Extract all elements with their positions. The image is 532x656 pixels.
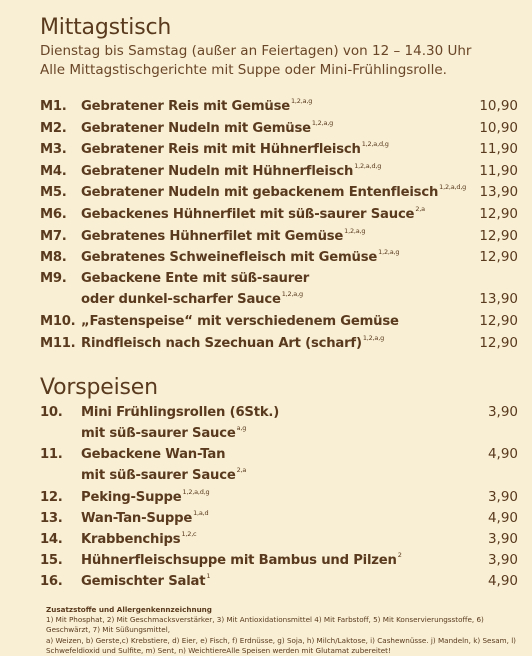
item-name: [81, 312, 466, 333]
item-name-text: Gebratenes Schweinefleisch mit Gemüse: [81, 250, 378, 266]
item-number: M4.: [40, 163, 67, 179]
lunch-hours: Dienstag bis Samstag (außer an Feiertagen) von 12 – 14.30 Uhr: [40, 43, 472, 59]
item-number: 10.: [40, 405, 63, 421]
allergen-codes: 1,2,a,d,g: [354, 161, 382, 170]
item-name-text: Mini Frühlingsrollen (6Stk.): [81, 405, 280, 421]
item-name: [81, 290, 466, 311]
menu-item-row: [40, 571, 518, 592]
menu-item-row: [40, 550, 518, 571]
lunch-menu-list: [40, 96, 518, 354]
footnote-additives: 1) Mit Phosphat, 2) Mit Geschmacksverstärker, 3) Mit Antioxidationsmittel 4) Mit Farbstoff, 5) Mit Konservierungsstoffe, 6) Geschwärzt, 7) Mit Süßungsmittel,: [46, 615, 484, 635]
allergen-codes: 1,2,a,d,g: [182, 487, 210, 496]
item-name-text: Wan-Tan-Suppe: [81, 510, 193, 526]
menu-item-row: [40, 444, 518, 465]
allergen-codes: 2,a: [415, 204, 425, 213]
starters-menu-list: [40, 402, 518, 592]
item-name-text: Rindfleisch nach Szechuan Art (scharf): [81, 335, 362, 351]
item-name-text: Gebratener Nudeln mit Hühnerfleisch: [81, 163, 354, 179]
lunch-note: Alle Mittagstischgerichte mit Suppe oder Mini-Frühlingsrolle.: [40, 62, 447, 78]
menu-item-row: [40, 96, 518, 118]
menu-item-row: [40, 508, 518, 529]
item-name-text: Gebratener Reis mit Gemüse: [81, 99, 290, 114]
menu-item-row: [40, 311, 518, 333]
allergen-codes: 1,2,a,g: [344, 226, 366, 235]
menu-item-row: [40, 204, 518, 226]
lunch-title: Mittagstisch: [40, 15, 172, 40]
starters-title: Vorspeisen: [40, 375, 158, 401]
item-name: [81, 402, 466, 423]
item-number: M3.: [40, 142, 67, 158]
allergen-codes: 1: [206, 571, 211, 580]
item-price: 3,90: [487, 551, 518, 568]
allergen-codes: 1,2,a,d,g: [439, 183, 467, 192]
item-price: 12,90: [479, 205, 518, 222]
item-name: [81, 119, 466, 140]
menu-item-row: [40, 333, 518, 355]
item-price: 12,90: [479, 334, 518, 351]
menu-item-row: [40, 529, 518, 550]
item-name: [81, 423, 466, 444]
item-name-text: „Fastenspeise“ mit verschiedenem Gemüse: [81, 313, 399, 329]
allergen-codes: 1,2,c: [181, 529, 197, 538]
item-number: 16.: [40, 573, 63, 589]
item-number: M7.: [40, 228, 67, 244]
item-number: M2.: [40, 120, 67, 136]
item-name-text: Peking-Suppe: [81, 489, 182, 505]
item-name-text: Gebratener Reis mit mit Hühnerfleisch: [81, 142, 361, 158]
menu-item-row: [40, 118, 518, 140]
item-name-text: Gebackenes Hühnerfilet mit süß-saurer Sauce: [81, 206, 415, 222]
menu-item-row: [40, 423, 518, 444]
item-name: [81, 571, 466, 592]
item-price: 3,90: [487, 404, 518, 421]
allergen-codes: 2: [397, 550, 402, 559]
item-price: 12,90: [479, 227, 518, 244]
item-price: 11,90: [479, 162, 518, 179]
allergen-codes: 1,2,a,g: [291, 97, 313, 105]
allergen-codes: 1,a,d: [193, 508, 209, 517]
item-name-text: Gemischter Salat: [81, 573, 206, 589]
item-name-text: Gebackene Ente mit süß-saurer: [81, 270, 310, 286]
item-price: 13,90: [479, 184, 519, 201]
item-name: [81, 529, 466, 550]
item-price: 3,90: [487, 488, 518, 505]
menu-item-row: [40, 161, 518, 183]
item-price: 10,90: [479, 119, 518, 136]
menu-item-row: [40, 139, 518, 161]
item-name-text: oder dunkel-scharfer Sauce: [81, 292, 281, 308]
item-name: [81, 248, 466, 269]
allergen-codes: 2,a: [236, 466, 247, 475]
menu-item-row: [40, 402, 518, 423]
item-name-text: Gebackene Wan-Tan: [81, 447, 226, 463]
item-name-text: mit süß-saurer Sauce: [81, 468, 236, 484]
item-name-text: Gebratenes Hühnerfilet mit Gemüse: [81, 228, 344, 244]
allergen-codes: a,g: [236, 424, 247, 433]
item-price: 12,90: [479, 249, 518, 266]
item-number: M9.: [40, 270, 67, 286]
menu-item-row: [40, 182, 518, 204]
item-name: [81, 444, 466, 465]
item-name: [81, 162, 466, 183]
item-price: 4,90: [487, 572, 518, 589]
allergen-codes: 1,2,a,g: [378, 248, 400, 257]
item-name: [81, 465, 466, 486]
item-name: [81, 97, 466, 118]
item-name: [81, 183, 466, 204]
item-name-text: mit süß-saurer Sauce: [81, 426, 236, 442]
item-name-text: Hühnerfleischsuppe mit Bambus und Pilzen: [81, 552, 397, 568]
item-price: 4,90: [487, 509, 518, 526]
item-price: 3,90: [487, 530, 518, 547]
allergen-codes: 1,2,a,g: [362, 333, 384, 342]
item-price: 11,90: [479, 141, 518, 158]
item-name: [81, 550, 466, 571]
item-name-text: Krabbenchips: [81, 531, 181, 547]
menu-item-row: [40, 465, 518, 486]
item-number: M1.: [40, 99, 67, 114]
item-number: M5.: [40, 185, 67, 201]
footnote-allergens: a) Weizen, b) Gerste,c) Krebstiere, d) Eier, e) Fisch, f) Erdnüsse, g) Soja, h) Milch/Laktose, i) Cashewnüsse. j) Mandeln, k) Sesam, l) Schwefeldioxid und Sulfite, m) Sent, n) WeichtiereAlle Speisen werden mit Glutamat zubereitet!: [46, 635, 516, 655]
item-number: 14.: [40, 531, 63, 547]
allergen-codes: 1,2,a,g: [311, 118, 334, 127]
item-name-text: Gebratener Nudeln mit gebackenem Entenfleisch: [81, 185, 439, 201]
item-number: 11.: [40, 447, 63, 463]
item-price: 4,90: [487, 446, 518, 463]
item-name: [81, 269, 466, 290]
item-name-text: Gebratener Nudeln mit Gemüse: [81, 120, 311, 136]
item-name: [81, 487, 466, 508]
footnote-title: Zusatzstoffe und Allergenkennzeichnung: [46, 604, 212, 614]
item-price: 10,90: [479, 98, 518, 114]
item-number: 12.: [40, 489, 63, 505]
item-price: 13,90: [479, 291, 518, 308]
item-name: [81, 205, 466, 226]
menu-item-row: [40, 269, 518, 290]
item-number: M10.: [40, 313, 76, 329]
menu-item-row: [40, 289, 518, 311]
item-number: 13.: [40, 510, 63, 526]
item-number: M11.: [40, 335, 76, 351]
item-name: [81, 508, 466, 529]
item-number: M8.: [40, 250, 67, 266]
item-name: [81, 140, 466, 161]
menu-item-row: [40, 247, 518, 269]
item-name: [81, 334, 466, 355]
item-price: 12,90: [479, 312, 518, 329]
item-name: [81, 227, 466, 248]
item-number: M6.: [40, 206, 67, 222]
allergen-codes: 1,2,a,g: [281, 290, 303, 299]
allergen-codes: 1,2,a,d,g: [361, 140, 389, 149]
item-number: 15.: [40, 552, 63, 568]
allergen-footnote: [40, 605, 526, 656]
menu-item-row: [40, 226, 518, 248]
menu-item-row: [40, 487, 518, 508]
